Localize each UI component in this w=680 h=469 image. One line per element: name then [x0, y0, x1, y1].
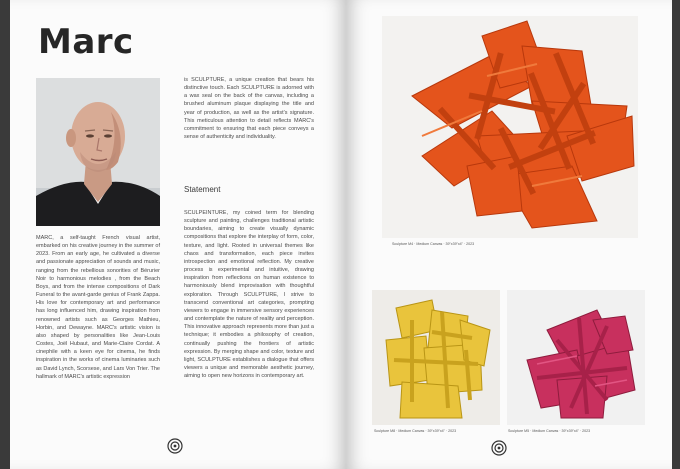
intro-paragraph: is SCULPTURE, a unique creation that bears his distinctive touch. Each SCULPTURE is adorned with a wax seal on the back of the canvas, including a brushed aluminum plaque displaying the title and year of production, as well as the artist's signature. This meticulous attention to detail reflects MARC's commitment to ensuring that each piece conveys a sense of authenticity and individuality. — [184, 77, 314, 141]
sculpture-yellow-image — [372, 290, 500, 425]
sculpture-pink-image — [507, 290, 645, 425]
page-ornament-icon — [491, 440, 507, 456]
page-title: Marc — [38, 22, 134, 62]
page-ornament-icon — [167, 438, 183, 454]
statement-text: SCULPEINTURE, my coined term for blending sculpture and painting, challenges traditional artistic boundaries, aiming to create visually dynamic compositions that explore the interplay of form, color, texture, and light. Rooted in universal themes like chaos and transformation, each piece invites introspection and emotional reflection. My creative process is experimental and intuitive, drawing inspiration from reflections on human existence to harmoniously blend improvisation with thoughtful exploration. Through SCULPTURE, I strive to transcend conventional art categories, prompting viewers to engage in immersive sensory experiences and contemplate the nature of reality and perception. This innovative approach represents more than just a technique; it embodies a philosophy of creation, continually pushing the frontiers of artistic expression. By merging shape and color, texture and light, SCULPTURE establishes a dialogue that offers viewers a unique and memorable aesthetic journey, aiming to open new horizons in contemporary art. — [184, 210, 314, 380]
right-page — [346, 0, 672, 469]
caption-yellow-sculpture: Sculpture M8 · Medium Canvas · 39"x39"x4" · 2023 — [374, 429, 457, 433]
caption-orange-sculpture: Sculpture M4 · Medium Canvas · 39"x39"x4" · 2023 — [392, 242, 475, 246]
artist-portrait — [36, 78, 160, 226]
sculpture-orange-image — [382, 16, 638, 238]
left-page — [10, 0, 346, 469]
magazine-spread — [10, 0, 672, 469]
artist-bio: MARC, a self-taught French visual artist, embarked on his creative journey in the summer of 2023. From an early age, he cultivated a diverse and passionate appreciation of sounds and music, ranging from the rebellious sonorities of Bérurier Noir to harmonious melodies , from the Beach Boys, and from the intense compositions of Dark Funeral to the avant-garde genius of Frank Zappa. His love for contemporary art and performance has long influenced him, drawing inspiration from renowned artists such as Georges Mathieu, Horbin, and Dewayne. MARC's artistic vision is also shaped by personalities like Jean-Louis Costes, Joël Hubaut, and Marie-Claire Cordat. A cinephile with a keen eye for cinema, he finds inspiration in the works of cinema luminaries such as David Lynch, Scorsese, and Lars Von Trier. The hallmark of MARC's artistic expression — [36, 235, 160, 380]
caption-pink-sculpture: Sculpture M5 · Medium Canvas · 39"x39"x4" · 2023 — [508, 429, 591, 433]
statement-heading: Statement — [184, 185, 221, 194]
